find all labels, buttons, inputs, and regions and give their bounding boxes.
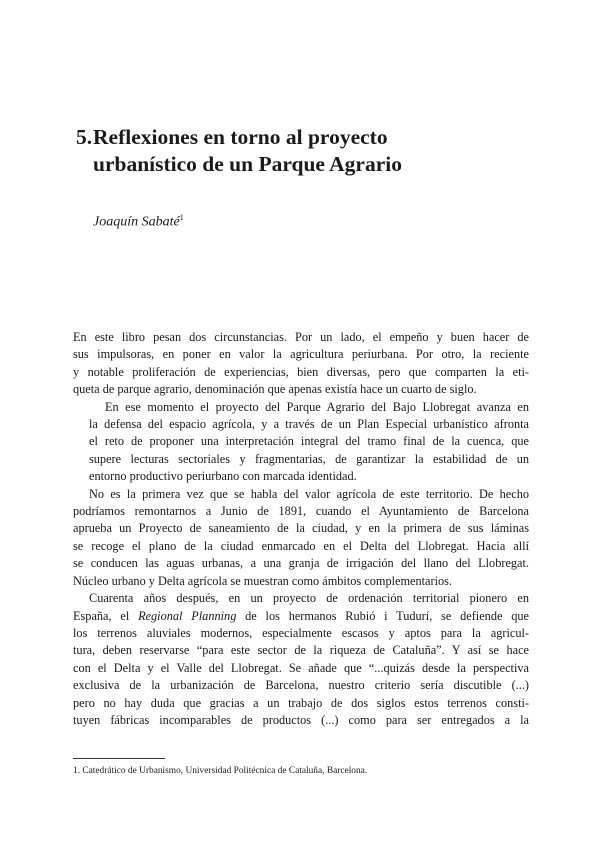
paragraph-line: supere lecturas sectoriales y fragmentarias, de garantizar la estabilidad de un (89, 451, 529, 466)
paragraph-4 (73, 590, 529, 729)
paragraph-line: la defensa del espacio agrícola, y a través de un Plan Especial urbanístico afronta (89, 417, 529, 432)
paragraph-1 (73, 329, 529, 399)
paragraph-line: los terrenos aluviales modernos, especialmente escasos y aptos para la agricul- (73, 625, 529, 640)
paragraph-line: No es la primera vez que se habla del valor agrícola de este territorio. De hecho (89, 486, 529, 501)
author-name-text: Joaquín Sabaté (93, 214, 180, 230)
paragraph-line: En ese momento el proyecto del Parque Agrario del Bajo Llobregat avanza en (105, 399, 529, 414)
paragraph-line: aprueba un Proyecto de saneamiento de la ciudad, y en la primera de sus láminas (73, 521, 529, 536)
emphasis-regional-planning: Regional Planning (138, 608, 237, 623)
paragraph-line: tura, deben reservarse “para este sector de la riqueza de Cataluña”. Y así se hace (73, 643, 529, 658)
chapter-title-line-2: urbanístico de un Parque Agrario (93, 152, 402, 176)
paragraph-3 (73, 486, 529, 590)
paragraph-line-segment: de los hermanos Rubió i Tudurí, se defiende que (236, 608, 529, 623)
paragraph-line: entorno productivo periurbano con marcada identidad. (89, 469, 357, 484)
paragraph-line: el reto de proponer una interpretación integral del tramo final de la cuenca, que (89, 434, 529, 449)
footnote-divider (73, 758, 165, 759)
paragraph-line: Núcleo urbano y Delta agrícola se muestran como ámbitos complementarios. (73, 573, 453, 588)
paragraph-line: En este libro pesan dos circunstancias. Por un lado, el empeño y buen hacer de (73, 330, 529, 344)
paragraph-line-with-emphasis (73, 608, 529, 625)
paragraph-line: y notable proliferación de experiencias, bien diversas, pero que comparten la eti- (73, 364, 529, 379)
paragraph-line-segment: España, el (73, 608, 139, 623)
chapter-title (76, 124, 546, 178)
paragraph-line: pero no hay duda que gracias a un trabajo de dos siglos estos terrenos consti- (73, 695, 529, 710)
footnote: 1. Catedrático de Urbanismo, Universidad Politécnica de Cataluña, Barcelona. (73, 766, 368, 776)
paragraph-line: Cuarenta años después, en un proyecto de ordenación territorial pionero en (89, 591, 529, 606)
paragraph-line: con el Delta y el Valle del Llobregat. Se añade que “...quizás desde la perspectiva (73, 660, 529, 675)
paragraph-line: exclusiva de la urbanización de Barcelona, nuestro criterio sería discutible (...) (73, 678, 529, 693)
author-name (93, 213, 184, 231)
chapter-number: 5. (76, 125, 93, 149)
paragraph-line: queta de parque agrario, denominación que apenas existía hace un cuarto de siglo. (73, 382, 477, 397)
chapter-title-line-1: Reflexiones en torno al proyecto (93, 125, 388, 149)
paragraph-line: se conducen las aguas urbanas, a una granja de irrigación del llano del Llobregat. (73, 556, 529, 571)
body-text (73, 329, 529, 729)
paragraph-2 (73, 399, 529, 486)
author-footnote-mark: 1 (179, 213, 184, 222)
paragraph-line: se recoge el plano de la ciudad enmarcado en el Delta del Llobregat. Hacia allí (73, 538, 529, 553)
paragraph-line: sus impulsoras, en poner en valor la agricultura periurbana. Por otro, la reciente (73, 347, 529, 362)
paragraph-line: podríamos remontarnos a Junio de 1891, cuando el Ayuntamiento de Barcelona (73, 504, 529, 519)
paragraph-line: tuyen fábricas incomparables de productos (...) como para ser entregados a la (73, 712, 529, 727)
